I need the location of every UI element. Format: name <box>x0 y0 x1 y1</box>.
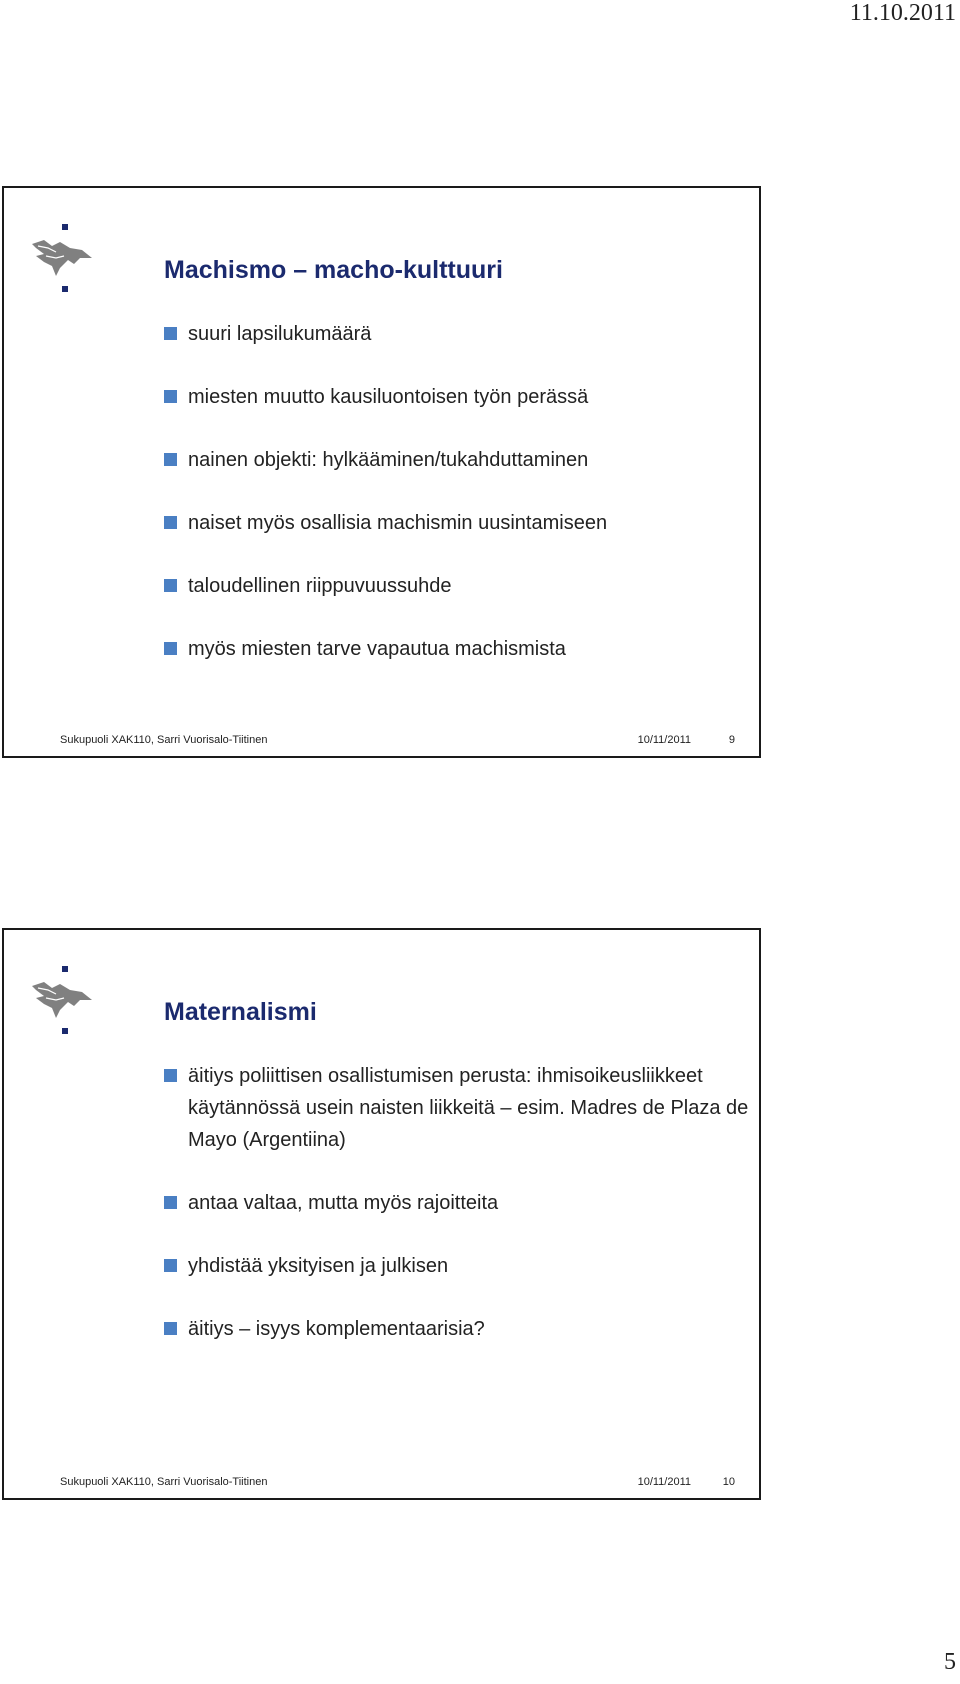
page-date: 11.10.2011 <box>849 0 956 26</box>
slide-title: Machismo – macho-kulttuuri <box>164 256 503 284</box>
square-bullet-icon <box>164 579 177 592</box>
slide-10 <box>2 928 761 1500</box>
footer-slide-number: 10 <box>722 1476 735 1488</box>
bullet-list <box>164 318 754 696</box>
list-item: naiset myös osallisia machismin uusintamiseen <box>164 507 754 539</box>
slide-title: Maternalismi <box>164 998 317 1026</box>
footer-date: 10/11/2011 <box>637 1476 691 1488</box>
list-item: myös miesten tarve vapautua machismista <box>164 633 754 665</box>
list-item: taloudellinen riippuvuussuhde <box>164 570 754 602</box>
square-bullet-icon <box>164 390 177 403</box>
square-bullet-icon <box>164 453 177 466</box>
square-bullet-icon <box>164 327 177 340</box>
list-item: nainen objekti: hylkääminen/tukahduttaminen <box>164 444 754 476</box>
footer-course: Sukupuoli XAK110, Sarri Vuorisalo-Tiitinen <box>60 1476 268 1488</box>
bullet-list <box>164 1060 754 1376</box>
footer-date: 10/11/2011 <box>637 734 691 746</box>
list-item: antaa valtaa, mutta myös rajoitteita <box>164 1187 754 1219</box>
list-item: yhdistää yksityisen ja julkisen <box>164 1250 754 1282</box>
square-bullet-icon <box>164 642 177 655</box>
list-item: suuri lapsilukumäärä <box>164 318 754 350</box>
footer-course: Sukupuoli XAK110, Sarri Vuorisalo-Tiitinen <box>60 734 268 746</box>
university-logo-icon <box>30 964 102 1036</box>
page-number: 5 <box>944 1649 956 1675</box>
square-bullet-icon <box>164 1322 177 1335</box>
list-item: äitiys poliittisen osallistumisen perusta: ihmisoikeusliikkeet käytännössä usein naisten liikkeitä – esim. Madres de Plaza de Mayo (Argentiina) <box>164 1060 754 1156</box>
list-item: äitiys – isyys komplementaarisia? <box>164 1313 754 1345</box>
university-logo-icon <box>30 222 102 294</box>
slide-9 <box>2 186 761 758</box>
list-item: miesten muutto kausiluontoisen työn perässä <box>164 381 754 413</box>
square-bullet-icon <box>164 1069 177 1082</box>
square-bullet-icon <box>164 1196 177 1209</box>
square-bullet-icon <box>164 516 177 529</box>
square-bullet-icon <box>164 1259 177 1272</box>
footer-slide-number: 9 <box>728 734 735 746</box>
